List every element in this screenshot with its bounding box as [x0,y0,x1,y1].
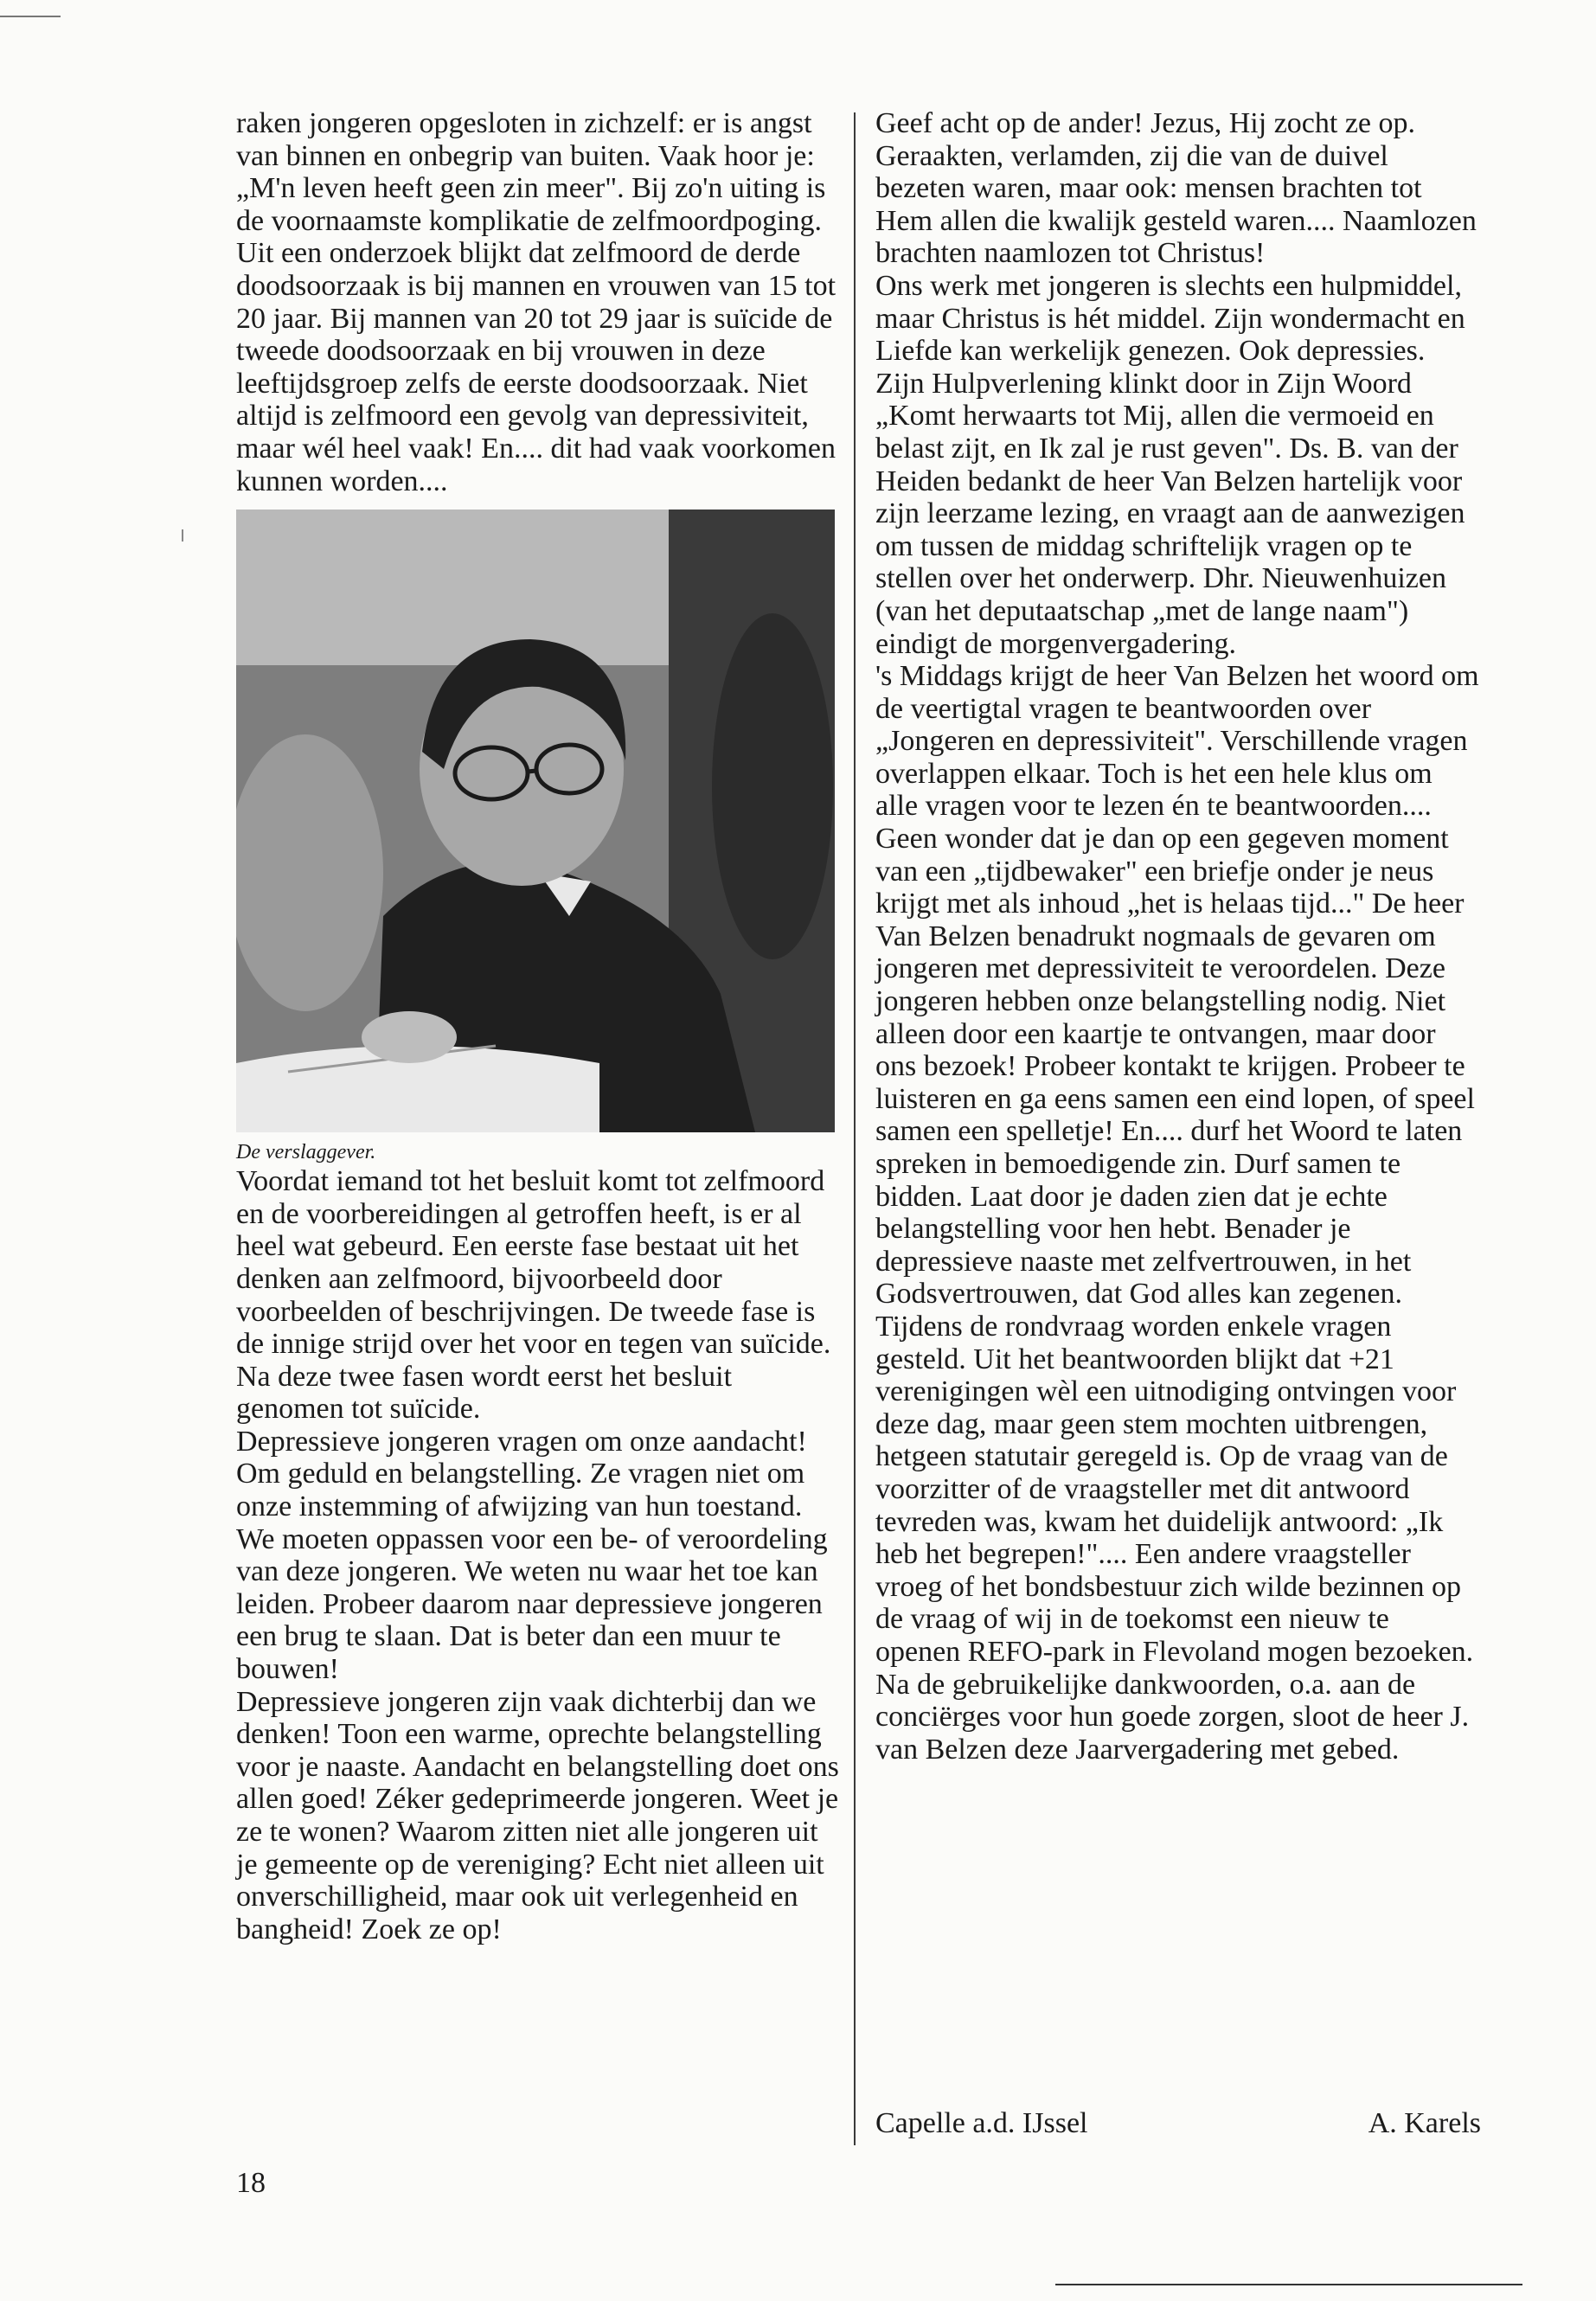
left-column [236,107,842,1945]
paragraph: Depressieve jongeren vragen om onze aandacht! Om geduld en belangstelling. Ze vragen niet om onze instemming of afwijzing van hun toestand. We moeten oppassen voor een be- of veroordeling van deze jongeren. We weten nu waar het toe kan leiden. Probeer daarom naar depressieve jongeren een brug te slaan. Dat is beter dan een muur te bouwen! [236,1425,828,1686]
right-column [875,107,1481,1766]
paragraph: Na de gebruikelijke dankwoorden, o.a. aan de conciërges voor hun goede zorgen, sloot de heer J. van Belzen deze Jaarvergadering met gebed. [875,1668,1470,1766]
paragraph: Geef acht op de ander! Jezus, Hij zocht ze op. Geraakten, verlamden, zij die van de duivel bezeten waren, maar ook: mensen brachten tot Hem allen die kwalijk gesteld waren.... Naamlozen brachten naamlozen tot Christus! [875,107,1477,270]
reporter-photo-drawing [236,510,835,1132]
photo-caption: De verslaggever. [236,1141,376,1164]
column-divider [854,112,856,2145]
paragraph: 's Middags krijgt de heer Van Belzen het woord om de veertigtal vragen te beantwoorden over „Jongeren en depressiviteit". Verschillende vragen overlappen elkaar. Toch is het een hele klus om alle vragen voor te lezen én te beantwoorden.... Geen wonder dat je dan op een gegeven moment van een „tijdbewaker" een briefje onder je neus krijgt met als inhoud „het is helaas tijd..." De heer Van Belzen benadrukt nogmaals de gevaren om jongeren met depressiviteit te veroordelen. Deze jongeren hebben onze belangstelling nodig. Niet alleen door een kaartje te ontvangen, maar door ons bezoek! Probeer kontakt te krijgen. Probeer te luisteren en ga eens samen een eind lopen, of speel samen een spelletje! En.... durf het Woord te laten spreken in bemoedigende zin. Durf samen te bidden. Laat door je daden zien dat je echte belangstelling voor hen hebt. Benader je depressieve naaste met zelfvertrouwen, in het Godsvertrouwen, dat God alles kan zegenen. [875,660,1479,1311]
intro-paragraph: raken jongeren opgesloten in zichzelf: er is angst van binnen en onbegrip van buiten. Vaak hoor je: „M'n leven heeft geen zin meer". Bij zo'n uiting is de voornaamste komplikatie de zelfmoordpoging. Uit een onderzoek blijkt dat zelfmoord de derde doodsoorzaak is bij mannen en vrouwen van 15 tot 20 jaar. Bij mannen van 20 tot 29 jaar is suïcide de tweede doodsoorzaak en bij vrouwen in deze leeftijdsgroep zelfs de eerste doodsoorzaak. Niet altijd is zelfmoord een gevolg van depressiviteit, maar wél heel vaak! En.... dit had vaak voorkomen kunnen worden.... [236,107,836,497]
paragraph: Depressieve jongeren zijn vaak dichterbij dan we denken! Toon een warme, oprechte belangstelling voor je naaste. Aandacht en belangstelling doet ons allen goed! Zéker gedeprimeerde jongeren. Weet je ze te wonen? Waarom zitten niet alle jongeren uit je gemeente op de vereniging? Echt niet alleen uit onverschilligheid, maar ook uit verlegenheid en bangheid! Zoek ze op! [236,1685,839,1945]
paragraph: Tijdens de rondvraag worden enkele vragen gesteld. Uit het beantwoorden blijkt dat +21 verenigingen wèl een uitnodiging ontvingen voor deze dag, maar geen stem mochten uitbrengen, hetgeen statutair geregeld is. Op de vraag van de voorzitter of de vraagsteller met dit antwoord tevreden was, kwam het duidelijk antwoord: „Ik heb het begrepen!".... Een andere vraagsteller vroeg of het bondsbestuur zich wilde bezinnen op de vraag of wij in de toekomst een nieuw te openen REFO-park in Flevoland mogen bezoeken. [875,1310,1474,1668]
signature-author: A. Karels [1368,2107,1481,2139]
page-number: 18 [236,2167,266,2199]
paragraph: Voordat iemand tot het besluit komt tot zelfmoord en de voorbereidingen al getroffen heeft, is er al heel wat gebeurd. Een eerste fase bestaat uit het denken aan zelfmoord, bijvoorbeeld door voorbeelden of beschrijvingen. De tweede fase is de innige strijd over het voor en tegen van suïcide. Na deze twee fasen wordt eerst het besluit genomen tot suïcide. [236,1165,831,1426]
signature-place: Capelle a.d. IJssel [875,2107,1088,2139]
scan-edge-mark [0,16,61,17]
scan-margin-mark [182,529,183,542]
bottom-rule [1055,2284,1522,2285]
reporter-photo [236,510,835,1132]
paragraph: Ons werk met jongeren is slechts een hulpmiddel, maar Christus is hét middel. Zijn wondermacht en Liefde kan werkelijk genezen. Ook depressies. Zijn Hulpverlening klinkt door in Zijn Woord „Komt herwaarts tot Mij, allen die vermoeid en belast zijt, en Ik zal je rust geven". Ds. B. van der Heiden bedankt de heer Van Belzen hartelijk voor zijn leerzame lezing, en vraagt aan de aanwezigen om tussen de middag schriftelijk vragen op te stellen over het onderwerp. Dhr. Nieuwenhuizen (van het deputaatschap „met de lange naam") eindigt de morgenvergadering. [875,269,1465,660]
